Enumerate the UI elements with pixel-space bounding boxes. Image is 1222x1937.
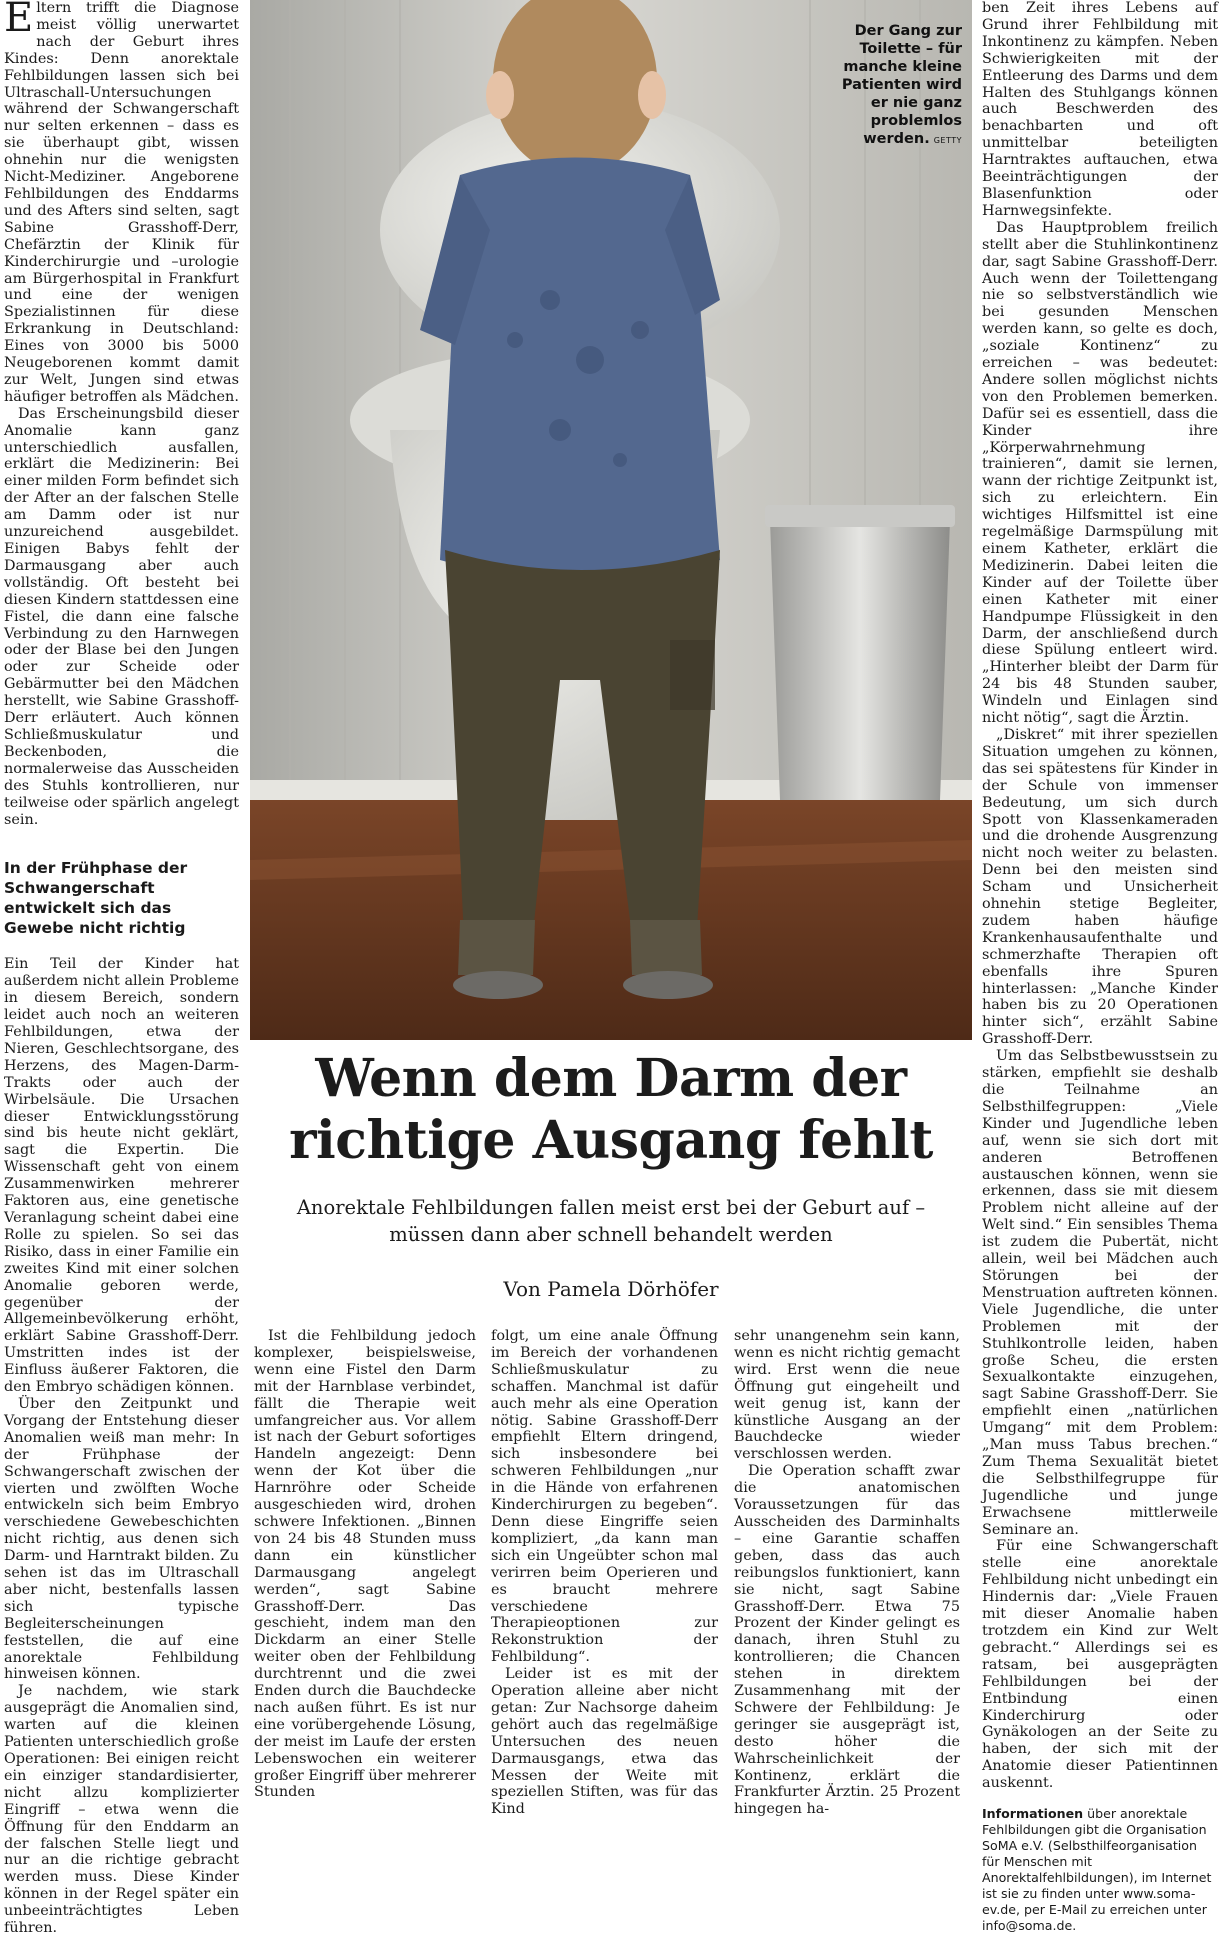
article-column-5 [982, 0, 1218, 1934]
floor [250, 800, 972, 1040]
paragraph-3: Ein Teil der Kinder hat außerdem nicht allein Probleme in diesem Bereich, sondern leidet auch noch an weiteren Fehlbildungen, etwa der Nieren, Geschlechtsorgane, des Herzens, des Magen-Darm-Trakts oder auch der Wirbelsäule. Die Ursachen dieser Entwicklungsstörung sind bis heute nicht geklärt, sagt die Expertin. Die Wissenschaft geht von einem Zusammenwirken mehrerer Faktoren aus, eine genetische Veranlagung scheint dabei eine Rolle zu spielen. So sei das Risiko, dass in einer Familie ein zweites Kind mit einer solchen Anomalie geboren werde, gegenüber der Allgemeinbevölkerung erhöht, erklärt Sabine Grasshoff-Derr. Umstritten indes ist der Einfluss äußerer Faktoren, die den Embryo schädigen können. [4, 956, 239, 1396]
paragraph-4: Über den Zeitpunkt und Vorgang der Entstehung dieser Anomalien weiß man mehr: In der Frühphase der Schwangerschaft zwischen der vierten und zwölften Woche entwickeln sich beim Embryo verschiedene Gewebeschichten nicht richtig, aus denen sich Darm- und Harntrakt bilden. Zu sehen ist das im Ultraschall aber nicht, bestenfalls lassen sich typische Begleiterscheinungen feststellen, die auf eine anorektale Fehlbildung hinweisen können. [4, 1395, 239, 1683]
paragraph: Ist die Fehlbildung jedoch komplexer, beispielsweise, wenn eine Fistel den Darm mit der Harnblase verbindet, fällt die Therapie weit umfangreicher aus. Vor allem ist nach der Geburt sofortiges Handeln angezeigt: Denn wenn der Kot über die Harnröhre oder Scheide ausgeschieden wird, drohen schwere Infektionen. „Binnen von 24 bis 48 Stunden muss dann ein künstlicher Darmausgang angelegt werden“, sagt Sabine Grasshoff-Derr. Das geschieht, indem man den Dickdarm an einer Stelle weiter oben der Fehlbildung durchtrennt und die zwei Enden durch die Bauchdecke nach außen führt. Es ist nur eine vorübergehende Lösung, der meist im Laufe der ersten Lebenswochen ein weiterer großer Eingriff über mehrerer Stunden [254, 1328, 476, 1801]
paragraph: sehr unangenehm sein kann, wenn es nicht richtig gemacht wird. Erst wenn die neue Öffnung gut eingeheilt und weit genug ist, kann der künstliche Ausgang an der Bauchdecke wieder verschlossen werden. [734, 1328, 960, 1463]
article-column-1 [4, 0, 239, 1937]
paragraph: „Diskret“ mit ihrer speziellen Situation umgehen zu können, das sei spätestens für Kinder in der Schule von immenser Bedeutung, um sich durch Spott von Klassenkameraden und die drohende Ausgrenzung nicht noch weiter zu belasten. Denn bei den meisten sind Scham und Unsicherheit ohnehin stetige Begleiter, zudem haben häufige Krankenhausaufenthalte und schmerzhafte Therapien oft ebenfalls ihre Spuren hinterlassen: „Manche Kinder haben bis zu 20 Operationen hinter sich“, erzählt Sabine Grasshoff-Derr. [982, 726, 1218, 1048]
paragraph: Leider ist es mit der Operation alleine aber nicht getan: Zur Nachsorge daheim gehört auch das regelmäßige Untersuchen des neuen Darmausgangs, etwa das Messen der Weite mit speziellen Stiften, was für das Kind [491, 1666, 718, 1818]
article-column-2 [254, 1328, 476, 1801]
paragraph-1-text: ltern trifft die Diagnose meist völlig unerwartet nach der Geburt ihres Kindes: Denn anorektale Fehlbildungen lassen sich bei Ultraschall-Untersuchungen während der Schwangerschaft nur selten erkennen – dass es sie überhaupt gibt, wissen ohnehin nur die wenigsten Nicht-Mediziner. Angeborene Fehlbildungen des Enddarms und des Afters sind selten, sagt Sabine Grasshoff-Derr, Chefärztin der Klinik für Kinderchirurgie und –urologie am Bürgerhospital in Frankfurt und eine der wenigen Spezialistinnen für diese Erkrankung in Deutschland: Eines von 3000 bis 5000 Neugeborenen kommt damit zur Welt, Jungen sind etwas häufiger betroffen als Mädchen. [4, 0, 239, 405]
paragraph: Die Operation schafft zwar die anatomischen Voraussetzungen für das Ausscheiden des Darminhalts – eine Garantie schaffen geben, dass das auch reibungslos funktioniert, kann sie nicht, sagt Sabine Grasshoff-Derr. Etwa 75 Prozent der Kinder gelingt es danach, ihren Stuhl zu kontrollieren; die Chancen stehen in direktem Zusammenhang mit der Schwere der Fehlbildung: Je geringer sie ausgeprägt ist, desto höher die Wahrscheinlichkeit der Kontinenz, erklärt die Frankfurter Ärztin. 25 Prozent hingegen ha- [734, 1463, 960, 1818]
article-deck [250, 1194, 972, 1248]
article-photo [250, 0, 972, 1040]
paragraph-5: Je nachdem, wie stark ausgeprägt die Anomalien sind, warten auf die kleinen Patienten unterschiedlich große Operationen: Bei einigen reicht ein einziger standardisierter, nicht allzu komplizierter Eingriff – etwa wenn die Öffnung für den Enddarm an der falschen Stelle liegt und nur an die richtige gebracht werden muss. Diese Kinder können in der Regel später ein unbeeinträchtigtes Leben führen. [4, 1683, 239, 1937]
paragraph-2: Das Erscheinungsbild dieser Anomalie kann ganz unterschiedlich ausfallen, erklärt die Medizinerin: Bei einer milden Form befindet sich der After an der falschen Stelle am Damm oder ist nur unzureichend ausgebildet. Einigen Babys fehlt der Darmausgang aber auch vollständig. Oft besteht bei diesen Kindern stattdessen eine Fistel, die dann eine falsche Verbindung zu den Harnwegen oder der Blase bei den Jungen oder zur Scheide oder Gebärmutter bei den Mädchen herstellt, wie Sabine Grasshoff-Derr erläutert. Auch können Schließmuskulatur und Beckenboden, die normalerweise das Ausscheiden des Stuhls kontrollieren, nur teilweise oder spärlich angelegt sein. [4, 405, 239, 828]
article-column-4 [734, 1328, 960, 1818]
info-text: über anorektale Fehlbildungen gibt die Organisation SoMA e.V. (Selbsthilfeorganisation für Menschen mit Anorektalfehlbildungen), im Internet ist sie zu finden unter www.soma-ev.de, per E-Mail zu erreichen unter info@soma.de. [982, 1806, 1212, 1934]
byline: Von Pamela Dörhöfer [503, 1277, 719, 1301]
caption-text: Der Gang zur Toilette – für manche kleine Patienten wird er nie ganz problemlos werden. [841, 23, 962, 147]
paragraph: Das Hauptproblem freilich stellt aber die Stuhlinkontinenz dar, sagt Sabine Grasshoff-Derr. Auch wenn der Toilettengang nie so selbstverständlich wie bei gesunden Menschen werden kann, so gelte es doch, „soziale Kontinenz“ zu erreichen – was bedeutet: Andere sollen möglichst nichts von den Problemen bemerken. Dafür sei es essentiell, dass die Kinder ihre „Körperwahrnehmung trainieren“, damit sie lernen, wann der richtige Zeitpunkt ist, sich zu erleichtern. Ein wichtiges Hilfsmittel ist eine regelmäßige Darmspülung mit einem Katheter, erklärt die Medizinerin. Dabei leiten die Kinder auf der Toilette über einen Katheter mit einer Handpumpe Flüssigkeit in den Darm, der anschließend durch diese Spülung entleert wird. „Hinterher bleibt der Darm für 24 bis 48 Stunden sauber, Windeln und Einlagen sind nicht nötig“, sagt die Ärztin. [982, 219, 1218, 727]
paragraph: folgt, um eine anale Öffnung im Bereich der vorhandenen Schließmuskulatur zu schaffen. Manchmal ist dafür auch mehr als eine Operation nötig. Sabine Grasshoff-Derr empfiehlt Eltern dringend, sich insbesondere bei schweren Fehlbildungen „nur in die Hände von erfahrenen Kinderchirurgen zu begeben“. Denn diese Eingriffe seien kompliziert, „da kann man sich ein Ungeübter schon mal verirren beim Operieren und es braucht mehrere verschiedene Therapieoptionen zur Rekonstruktion der Fehlbildung“. [491, 1328, 718, 1666]
photo-illustration [250, 0, 972, 1040]
article-column-3 [491, 1328, 718, 1818]
deck-line-1: Anorektale Fehlbildungen fallen meist erst bei der Geburt auf – [296, 1196, 926, 1219]
paragraph: Um das Selbstbewusstsein zu stärken, empfiehlt sie deshalb die Teilnahme an Selbsthilfegruppen: „Viele Kinder und Jugendliche leben auf, wenn sie sich dort mit anderen Betroffenen austauschen können, wenn sie erkennen, dass sie mit diesem Problem nicht alleine auf der Welt sind.“ Ein sensibles Thema ist zudem die Pubertät, nicht allein, weil bei Mädchen auch Störungen bei der Menstruation auftreten können. Viele Jugendliche, die unter Problemen mit der Stuhlkontrolle leiden, haben große Scheu, die ersten Sexualkontakte einzugehen, sagt Sabine Grasshoff-Derr. Sie empfiehlt einen „natürlichen Umgang“ mit dem Problem: „Man muss Tabus brechen.“ Zum Thema Sexualität bietet die Selbsthilfegruppe für Jugendliche und junge Erwachsene mittlerweile Seminare an. [982, 1048, 1218, 1538]
info-box [982, 1806, 1218, 1934]
photo-caption [840, 22, 962, 150]
subheading: In der Frühphase der Schwangerschaft entwickelt sich das Gewebe nicht richtig [4, 859, 188, 938]
paragraph: Für eine Schwangerschaft stelle eine anorektale Fehlbildung nicht unbedingt ein Hindernis dar: „Viele Frauen mit dieser Anomalie haben trotzdem ein Kind zur Welt gebracht.“ Allerdings sei es ratsam, bei ausgeprägten Fehlbildungen bei der Entbindung einen Kinderchirurg oder Gynäkologen an der Seite zu haben, der sich mit der Anatomie dieser Patientinnen auskennt. [982, 1538, 1218, 1792]
headline-line-1: Wenn dem Darm der [315, 1048, 907, 1109]
info-label: Informationen [982, 1806, 1084, 1822]
photo-credit: GETTY [933, 136, 962, 145]
trash-can [770, 520, 950, 800]
paragraph-1 [4, 0, 239, 406]
headline-line-2: richtige Ausgang fehlt [289, 1110, 933, 1171]
child-foot-right [623, 971, 713, 999]
deck-line-2: müssen dann aber schnell behandelt werden [389, 1223, 833, 1246]
drop-cap: E [4, 0, 34, 41]
paragraph: ben Zeit ihres Lebens auf Grund ihrer Fehlbildung mit Inkontinenz zu kämpfen. Neben Schwierigkeiten mit der Entleerung des Darms und dem Halten des Stuhlgangs können auch Beschwerden des benachbarten und oft unmittelbar beteiligten Harntraktes auftauchen, etwa Beeinträchtigungen der Blasenfunktion oder Harnwegsinfekte. [982, 0, 1218, 219]
child-foot-left [453, 971, 543, 999]
article-headline [250, 1048, 972, 1172]
